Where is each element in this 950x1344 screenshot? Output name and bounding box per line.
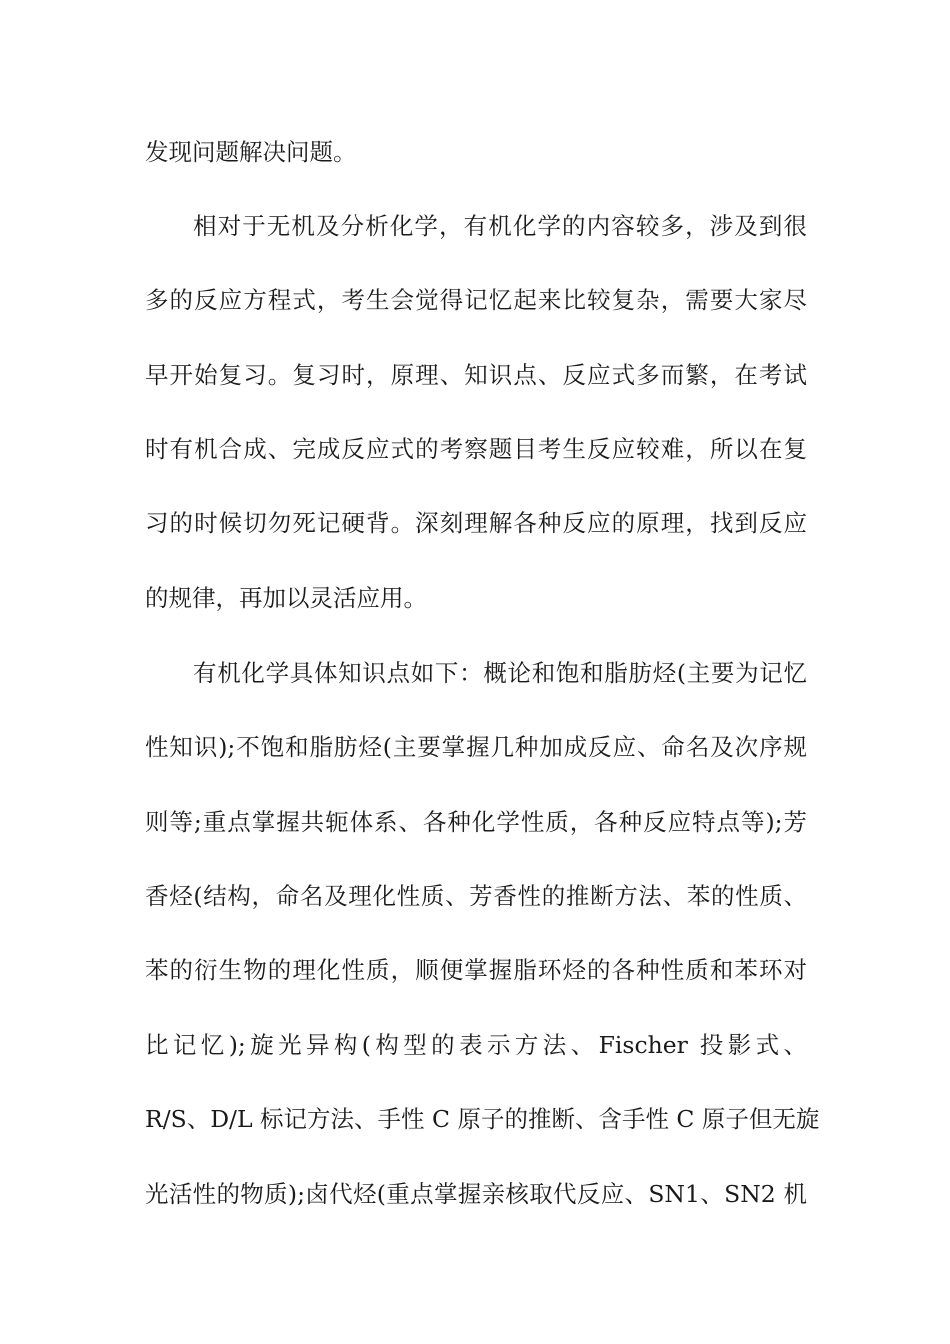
text-line-6: 习的时候切勿死记硬背。深刻理解各种反应的原理，找到反应 xyxy=(145,509,807,537)
text-line-7: 的规律，再加以灵活应用。 xyxy=(145,584,427,612)
text-line-5: 时有机合成、完成反应式的考察题目考生反应较难，所以在复 xyxy=(145,435,807,463)
text-line-4: 早开始复习。复习时，原理、知识点、反应式多而繁，在考试 xyxy=(145,361,807,389)
text-line-14: R/S、D/L 标记方法、手性 C 原子的推断、含手性 C 原子但无旋 xyxy=(145,1105,820,1133)
text-line-9: 性知识);不饱和脂肪烃(主要掌握几种加成反应、命名及次序规 xyxy=(145,733,807,761)
text-line-8: 有机化学具体知识点如下：概论和饱和脂肪烃(主要为记忆 xyxy=(193,659,807,687)
text-line-12: 苯的衍生物的理化性质，顺便掌握脂环烃的各种性质和苯环对 xyxy=(145,956,807,984)
text-line-1: 发现问题解决问题。 xyxy=(145,138,357,166)
text-line-2: 相对于无机及分析化学，有机化学的内容较多，涉及到很 xyxy=(193,212,807,240)
text-line-10: 则等;重点掌握共轭体系、各种化学性质，各种反应特点等);芳 xyxy=(145,808,807,836)
text-line-15: 光活性的物质);卤代烃(重点掌握亲核取代反应、SN1、SN2 机 xyxy=(145,1180,807,1208)
text-line-3: 多的反应方程式，考生会觉得记忆起来比较复杂，需要大家尽 xyxy=(145,286,807,314)
text-line-13: 比记忆);旋光异构(构型的表示方法、Fischer 投影式、 xyxy=(145,1031,807,1059)
text-line-11: 香烃(结构，命名及理化性质、芳香性的推断方法、苯的性质、 xyxy=(145,882,807,910)
